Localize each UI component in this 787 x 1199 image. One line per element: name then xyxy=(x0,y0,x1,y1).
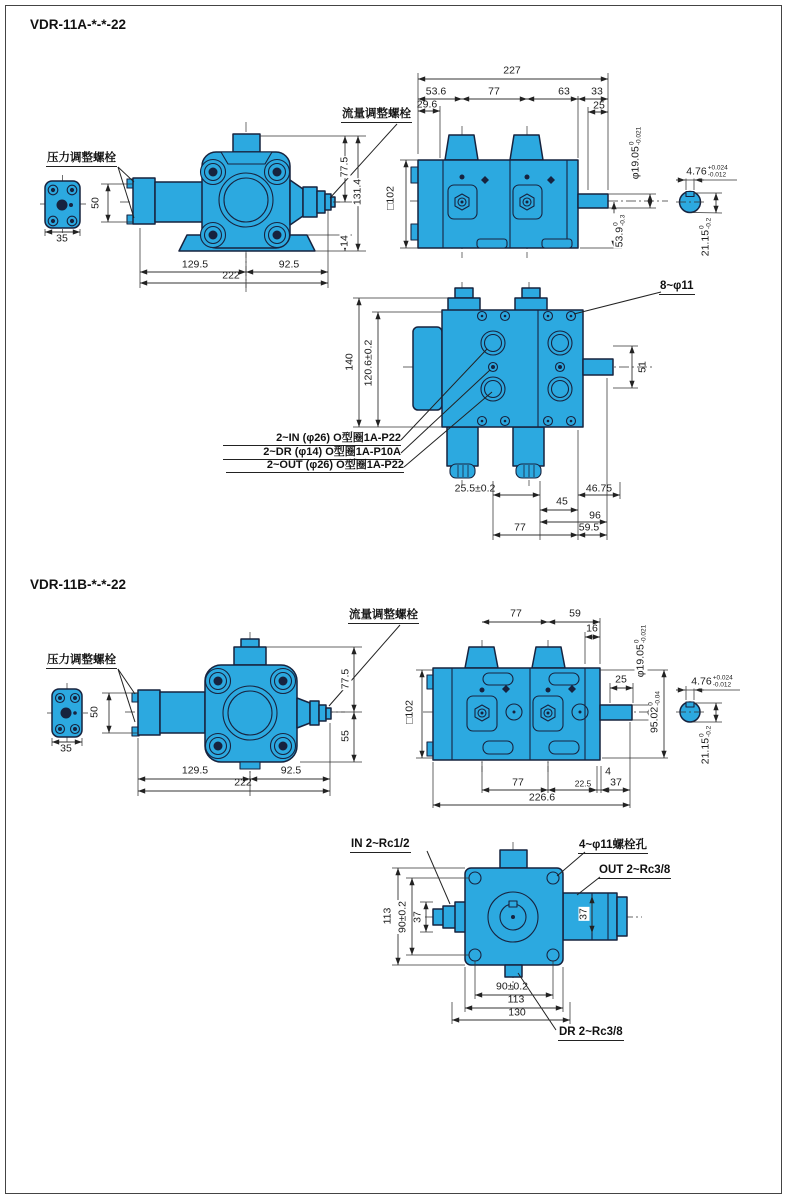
b-portface-view xyxy=(47,683,88,746)
port-out-label: 2~OUT (φ26) O型圈1A-P22 xyxy=(226,459,404,473)
drive-shaft xyxy=(600,705,632,720)
dim-b-95-02: 95.02 0 -0.04 xyxy=(647,690,661,734)
dim-b-113-left: 113 xyxy=(381,907,394,925)
dim-a-120-6: 120.6±0.2 xyxy=(362,339,375,387)
dim-a-shaft-dia: φ19.05 0 -0.021 xyxy=(628,126,642,180)
dim-a-key-width: 4.76 +0.024 -0.012 xyxy=(686,164,728,178)
in-port-label: IN 2~Rc1/2 xyxy=(350,838,411,853)
dim-b-50: 50 xyxy=(88,706,101,718)
dim-a-140: 140 xyxy=(343,353,356,371)
a-front-view xyxy=(101,122,397,292)
dim-a-77: 77 xyxy=(488,85,500,98)
adjust-screw-cylinder xyxy=(447,427,478,466)
flow-adjust-label-a: 流量调整螺栓 xyxy=(341,108,412,123)
dim-a-key-height: 21.15 0 -0.2 xyxy=(698,217,712,257)
section-a-title: VDR-11A-*-*-22 xyxy=(30,17,127,32)
port-dr-label: 2~DR (φ14) O型圈1A-P10A xyxy=(223,446,401,460)
dim-b-key-height: 21.15 0 -0.2 xyxy=(698,725,712,765)
compensator-block xyxy=(138,690,160,735)
bolt-hole-label-a: 8~φ11 xyxy=(659,280,695,295)
dim-a-46-75: 46.75 xyxy=(585,482,613,495)
dim-b-226-6: 226.6 xyxy=(528,791,556,804)
dim-b-90-left: 90±0.2 xyxy=(396,900,409,934)
dim-b-222: 222 xyxy=(234,776,252,789)
dr-port-label: DR 2~Rc3/8 xyxy=(558,1026,624,1041)
dim-b-37-right: 37 xyxy=(577,908,590,920)
flow-adjust-screw xyxy=(310,701,319,725)
dim-b-37-left: 37 xyxy=(411,911,424,923)
dim-b-55: 55 xyxy=(339,730,352,742)
dim-a-59-5: 59.5 xyxy=(578,521,600,534)
drive-shaft xyxy=(578,194,608,208)
section-b-title: VDR-11B-*-*-22 xyxy=(30,577,127,592)
dim-b-59: 59 xyxy=(569,607,581,620)
dim-a-131-4: 131.4 xyxy=(351,178,364,206)
pressure-adjust-label-b: 压力调整螺栓 xyxy=(46,654,117,669)
dim-b-4: 4 xyxy=(605,765,611,778)
a-top-view xyxy=(353,282,661,540)
dim-b-113-bottom: 113 xyxy=(507,993,525,1006)
dim-a-77b: 77 xyxy=(514,521,526,534)
dim-b-shaft-dia: φ19.05 0 -0.021 xyxy=(633,624,647,678)
a-portface-view xyxy=(40,175,86,236)
dim-a-53-6: 53.6 xyxy=(425,85,447,98)
dim-a-222: 222 xyxy=(222,269,240,282)
dim-b-92-5: 92.5 xyxy=(280,764,302,777)
flow-adjust-label-b: 流量调整螺栓 xyxy=(348,609,419,624)
dim-b-77b: 77 xyxy=(512,776,524,789)
dim-b-25: 25 xyxy=(615,673,627,686)
dim-a-50: 50 xyxy=(89,197,102,209)
out-port-label: OUT 2~Rc3/8 xyxy=(598,864,671,879)
compensator-block xyxy=(133,178,155,224)
dim-b-130: 130 xyxy=(508,1006,526,1019)
dim-b-77-5: 77.5 xyxy=(339,668,352,690)
bolt-hole-label-b: 4~φ11螺栓孔 xyxy=(578,839,648,854)
outlet-block xyxy=(563,893,617,940)
dim-a-53-9: 53.9 0 -0.3 xyxy=(612,214,626,248)
dim-a-25-5: 25.5±0.2 xyxy=(454,482,496,495)
dim-b-key-width: 4.76 +0.024 -0.012 xyxy=(691,674,733,688)
dim-a-96: 96 xyxy=(589,509,601,522)
dim-a-45: 45 xyxy=(556,495,568,508)
dim-a-14: 14 xyxy=(338,235,351,247)
dim-b-129-5: 129.5 xyxy=(181,764,209,777)
port-in-label: 2~IN (φ26) O型圈1A-P22 xyxy=(223,432,401,446)
dim-a-77-5: 77.5 xyxy=(338,156,351,178)
dim-b-37: 37 xyxy=(610,776,622,789)
pressure-adjust-label-a: 压力调整螺栓 xyxy=(46,152,117,167)
dim-a-35: 35 xyxy=(56,232,68,245)
dim-a-sq102: □102 xyxy=(384,186,397,210)
dim-a-29-6: 29.6 xyxy=(416,98,438,111)
flow-adjust-screw xyxy=(303,187,317,217)
dim-b-90-bottom: 90±0.2 xyxy=(495,980,529,993)
b-front-view xyxy=(102,625,400,796)
dim-b-77: 77 xyxy=(510,607,522,620)
dim-b-16: 16 xyxy=(586,622,598,635)
dim-a-63: 63 xyxy=(558,85,570,98)
drive-shaft xyxy=(583,359,613,375)
dim-a-92-5: 92.5 xyxy=(278,258,300,271)
dim-b-22-5: 22.5 xyxy=(574,778,592,789)
dim-a-129-5: 129.5 xyxy=(181,258,209,271)
dim-a-33: 33 xyxy=(591,85,603,98)
dim-a-227: 227 xyxy=(503,64,521,77)
dim-a-51: 51 xyxy=(636,361,649,373)
dim-a-25: 25 xyxy=(593,99,605,112)
pump-body xyxy=(418,160,578,248)
dim-b-sq102: □102 xyxy=(403,700,416,724)
dim-b-35: 35 xyxy=(60,742,72,755)
